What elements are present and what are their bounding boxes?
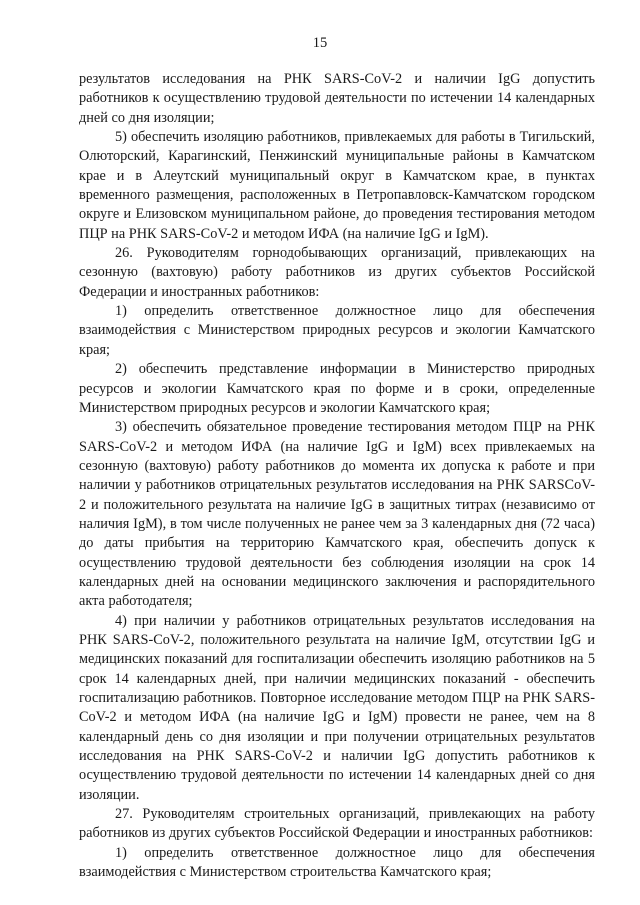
page-number: 15	[312, 35, 328, 51]
paragraph-26-item-1: 1) определить ответственное должностное лицо для обеспечения взаимодействия с Министерством природных ресурсов и экологии Камчатского края;	[79, 303, 595, 358]
paragraph-27-item-1: 1) определить ответственное должностное лицо для обеспечения взаимодействия с Министерством строительства Камчатского края;	[79, 844, 595, 881]
paragraph-26-item-4: 4) при наличии у работников отрицательных результатов исследования на РНК SARS-CoV-2, положительного результата на наличие IgM, отсутствии IgG и медицинских показаний для госпитализации обеспечить изоляцию работников на 5 срок 14 календарных дней, при наличии медицинских показаний - обеспечить госпитализацию работников. Повторное исследование методом ПЦР на РНК SARS-CoV-2 и методом ИФА (на наличие IgG и IgM) провести не ранее, чем на 8 календарный день со дня изоляции и при получении отрицательных результатов исследования на РНК SARS-CoV-2 и наличии IgG допустить работников к осуществлению трудовой деятельности по истечении 14 календарных дней со дня изоляции.	[79, 612, 595, 803]
paragraph-continuation: результатов исследования на РНК SARS-CoV-2 и наличии IgG допустить работников к осуществлению трудовой деятельности по истечении 14 календарных дней со дня изоляции;	[79, 71, 595, 126]
paragraph-26-item-3: 3) обеспечить обязательное проведение тестирования методом ПЦР на РНК SARS-CoV-2 и методом ИФА (на наличие IgG и IgM) всех привлекаемых на сезонную (вахтовую) работу работников до момента их допуска к работе и при наличии у работников отрицательных результатов исследования на РНК SARSCoV-2 и положительного результата на наличие IgG в защитных титрах (независимо от наличия IgM), в том числе полученных не ранее чем за 3 календарных дня (72 часа) до даты прибытия на территорию Камчатского края, обеспечить допуск к осуществлению трудовой деятельности без соблюдения изоляции на срок 14 календарных дней на основании медицинского заключения и распорядительного акта работодателя;	[79, 419, 595, 610]
paragraph-item-5: 5) обеспечить изоляцию работников, привлекаемых для работы в Тигильский, Олюторский, Карагинский, Пенжинский муниципальные районы в Камчатском крае и в Алеутский муниципальный округ в Камчатском крае, в пунктах временного размещения, расположенных в Петропавловск-Камчатском городском округе и Елизовском муниципальном районе, до проведения тестирования методом ПЦР на РНК SARS-CoV-2 и методом ИФА (на наличие IgG и IgM).	[79, 129, 595, 242]
paragraph-section-26: 26. Руководителям горнодобывающих организаций, привлекающих на сезонную (вахтовую) работу работников из других субъектов Российской Федерации и иностранных работников:	[79, 245, 595, 300]
paragraph-section-27: 27. Руководителям строительных организаций, привлекающих на работу работников из других субъектов Российской Федерации и иностранных работников:	[79, 806, 595, 842]
document-body	[79, 70, 595, 882]
paragraph-26-item-2: 2) обеспечить представление информации в Министерство природных ресурсов и экологии Камчатского края по форме и в сроки, определенные Министерством природных ресурсов и экологии Камчатского края;	[79, 361, 595, 416]
